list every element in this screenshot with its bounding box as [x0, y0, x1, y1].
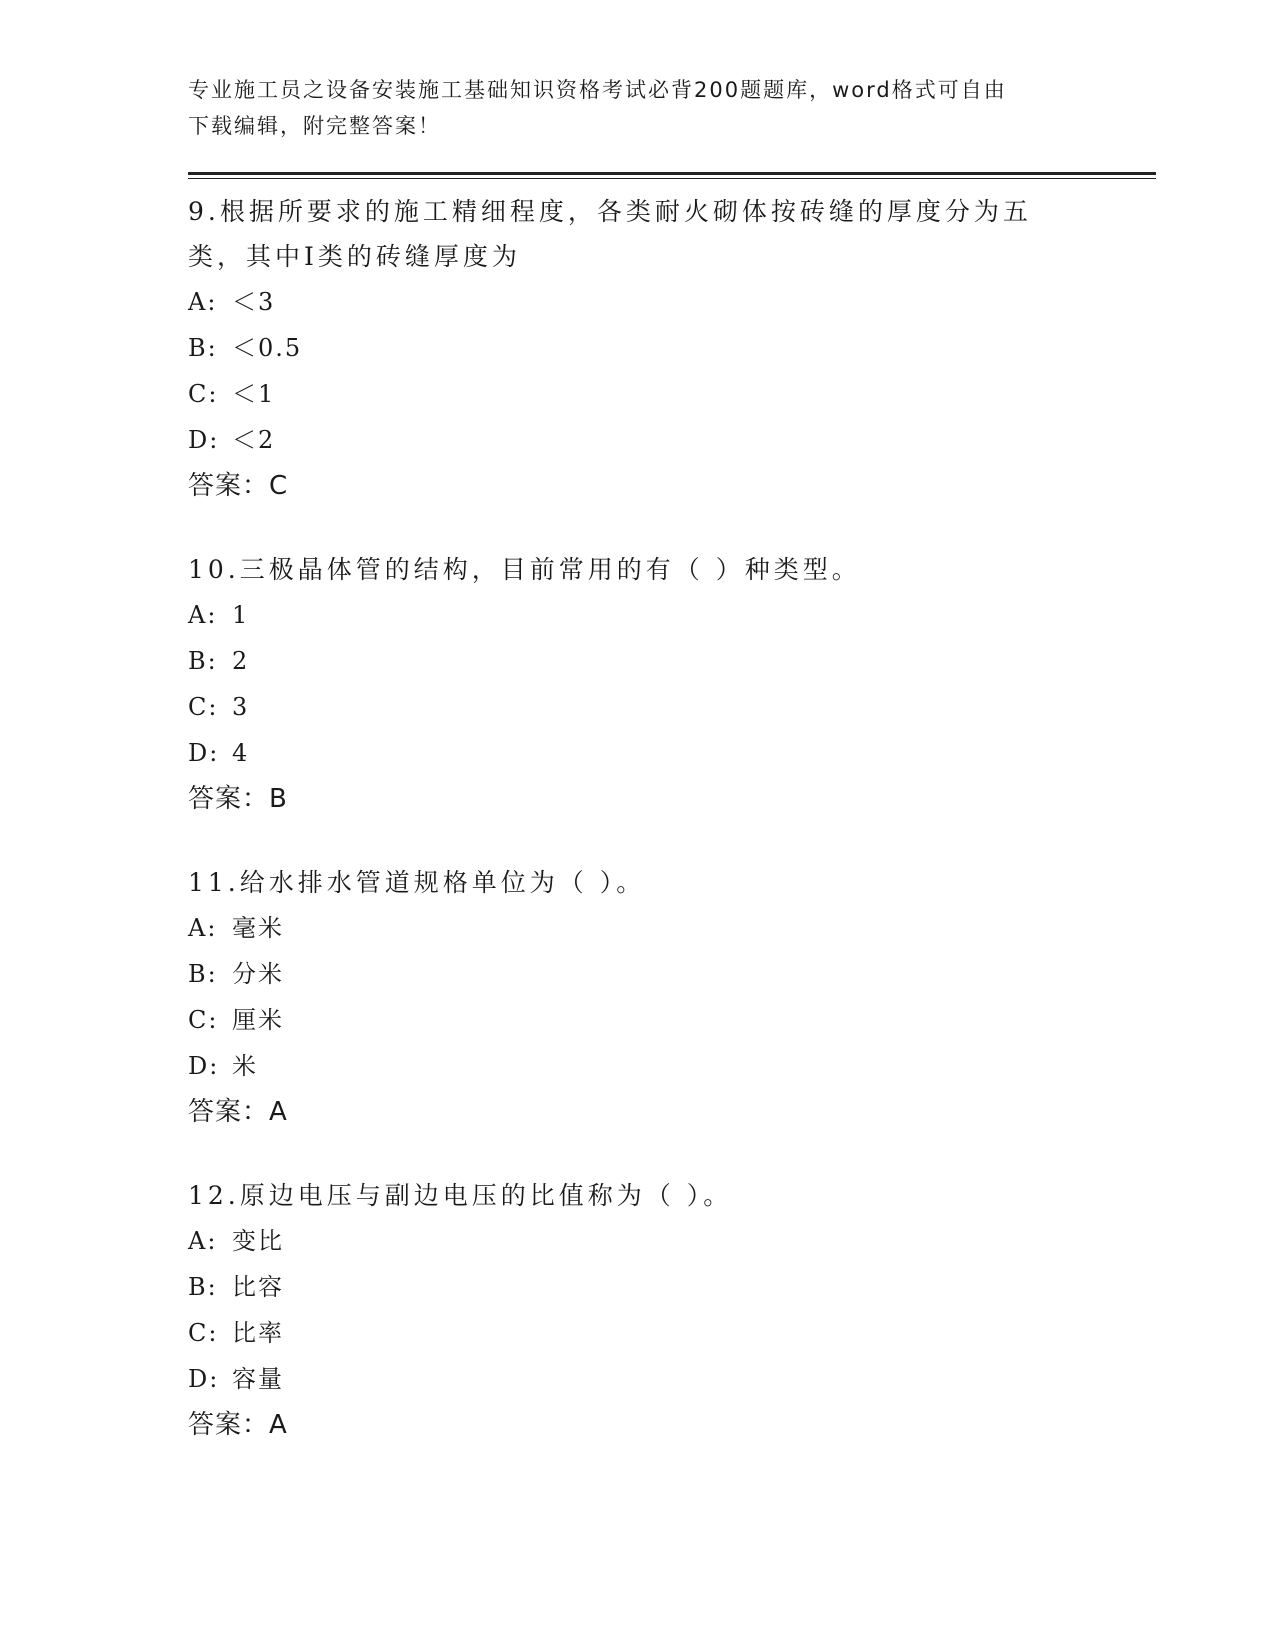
question-10: [188, 547, 1158, 822]
option-c: [188, 684, 1158, 730]
question-stem: 11.给水排水管道规格单位为（ ）。: [188, 868, 646, 897]
option-text: 毫米: [232, 914, 284, 942]
option-letter: C:: [188, 693, 219, 721]
option-text: 容量: [232, 1365, 284, 1393]
option-letter: C:: [188, 1319, 219, 1347]
option-b: [188, 638, 1158, 684]
header-line-1: 专业施工员之设备安装施工基础知识资格考试必背200题题库，word格式可自由: [188, 78, 1007, 102]
option-c: [188, 1310, 1158, 1356]
option-text: 米: [232, 1052, 258, 1080]
option-letter: B:: [188, 1273, 218, 1301]
option-d: [188, 730, 1158, 776]
question-12: [188, 1173, 1158, 1448]
option-d: [188, 1356, 1158, 1402]
question-stem: 9.根据所要求的施工精细程度，各类耐火砌体按砖缝的厚度分为五类，其中Ⅰ类的砖缝厚度为: [188, 197, 1032, 271]
document-page: [188, 72, 1158, 1486]
header-line-2: 下载编辑，附完整答案！: [188, 114, 441, 138]
option-letter: D:: [188, 1365, 220, 1393]
option-letter: B:: [188, 960, 218, 988]
option-d: [188, 1043, 1158, 1089]
option-letter: B:: [188, 334, 218, 362]
option-b: [188, 1264, 1158, 1310]
option-text: 分米: [232, 960, 284, 988]
question-stem: 10.三极晶体管的结构，目前常用的有（ ）种类型。: [188, 555, 861, 584]
option-letter: D:: [188, 739, 220, 767]
question-11: [188, 860, 1158, 1135]
question-list: [188, 189, 1158, 1448]
option-a: [188, 279, 1158, 325]
option-text: 3: [232, 693, 250, 721]
option-b: [188, 951, 1158, 997]
option-letter: A:: [188, 601, 218, 629]
option-text: 1: [232, 601, 250, 629]
option-text: 4: [232, 739, 250, 767]
option-a: [188, 905, 1158, 951]
option-text: 2: [232, 647, 250, 675]
option-text: ＜0.5: [232, 334, 303, 362]
option-a: [188, 1218, 1158, 1264]
option-letter: D:: [188, 426, 220, 454]
option-letter: D:: [188, 1052, 220, 1080]
option-letter: B:: [188, 647, 218, 675]
answer-line: 答案：C: [188, 471, 289, 501]
option-b: [188, 325, 1158, 371]
option-letter: A:: [188, 914, 218, 942]
answer-line: 答案：A: [188, 1097, 288, 1127]
question-9: [188, 189, 1158, 509]
option-letter: C:: [188, 1006, 219, 1034]
document-header: [188, 72, 1088, 144]
option-letter: A:: [188, 288, 218, 316]
option-c: [188, 371, 1158, 417]
option-text: 厘米: [232, 1006, 284, 1034]
header-divider: [188, 172, 1156, 179]
option-text: ＜1: [232, 380, 276, 408]
option-letter: C:: [188, 380, 219, 408]
option-text: 变比: [232, 1227, 284, 1255]
option-text: ＜3: [232, 288, 276, 316]
answer-line: 答案：A: [188, 1410, 288, 1440]
option-a: [188, 592, 1158, 638]
option-text: 比率: [232, 1319, 284, 1347]
option-c: [188, 997, 1158, 1043]
option-text: 比容: [232, 1273, 284, 1301]
option-letter: A:: [188, 1227, 218, 1255]
option-d: [188, 417, 1158, 463]
question-stem: 12.原边电压与副边电压的比值称为（ ）。: [188, 1181, 733, 1210]
answer-line: 答案：B: [188, 784, 288, 814]
option-text: ＜2: [232, 426, 276, 454]
